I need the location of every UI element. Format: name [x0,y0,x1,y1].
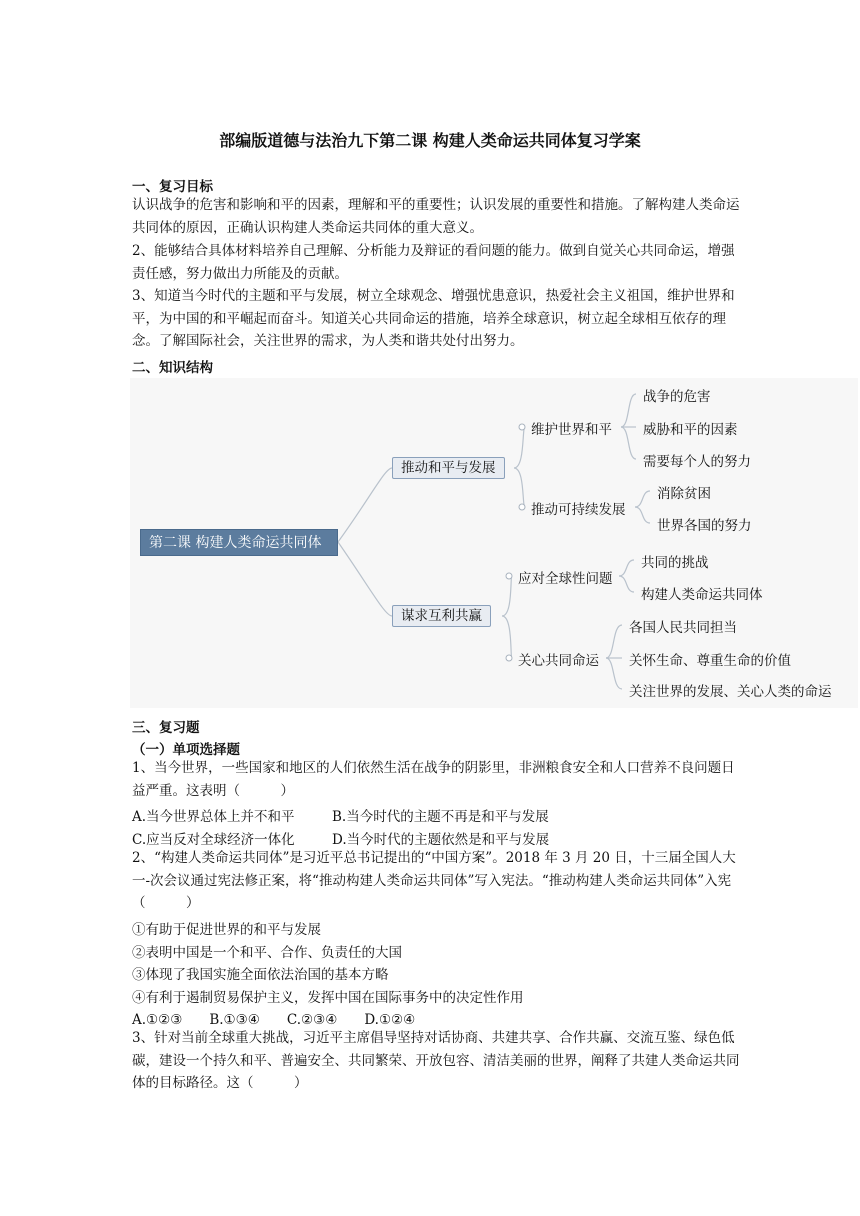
connector-b1-c2 [514,468,525,507]
section1-heading: 一、复习目标 [132,179,213,195]
connector-root-branch2 [338,542,392,616]
leaf-people-responsibility[interactable]: 各国人民共同担当 [629,620,737,636]
q2-item-1: ①有助于促进世界的和平与发展 [132,922,321,938]
leaf-everyone-effort[interactable]: 需要每个人的努力 [643,454,751,470]
q2-options: A.①②③ B.①③④ C.②③④ D.①②④ [132,1012,416,1028]
connector-b2-c2 [502,616,512,658]
question-1-stem: 1、当今世界，一些国家和地区的人们依然生活在战争的阴影里，非洲粮食安全和人口营养不良问题日益严重。这表明（ ） [132,760,735,799]
objective-paragraph-1: 认识战争的危害和影响和平的因素，理解和平的重要性；认识发展的重要性和措施。了解构建人类命运共同体的原因，正确认识构建人类命运共同体的重大意义。 [132,197,740,236]
leaf-common-challenge[interactable]: 共同的挑战 [641,555,709,571]
leaf-cherish-life[interactable]: 关怀生命、尊重生命的价值 [629,653,791,669]
connector-b2-c1 [502,576,512,616]
branch-peace-development[interactable]: 推动和平与发展 [392,457,505,479]
node-common-destiny[interactable]: 关心共同命运 [518,653,599,669]
q1-option-b: B.当今时代的主题不再是和平与发展 [332,809,549,825]
q1-option-a: A.当今世界总体上并不和平 [132,809,295,825]
collapse-handle-3 [506,573,512,579]
objective-paragraph-3: 3、知道当今时代的主题和平与发展，树立全球观念、增强忧患意识，热爱社会主义祖国，维护世界和平，为中国的和平崛起而奋斗。知道关心共同命运的措施，培养全球意识，树立起全球相互依存的理念。了解国际社会，关注世界的需求，为人类和谐共处付出努力。 [132,288,735,349]
section2-heading: 二、知识结构 [132,360,213,376]
leaf-threats-to-peace[interactable]: 威胁和平的因素 [643,422,738,438]
knowledge-mindmap [130,378,858,708]
question-2-stem: 2、“构建人类命运共同体”是习近平总书记提出的“中国方案”。2018 年 3 月 20 日，十三届全国人大一-次会议通过宪法修正案，将“推动构建人类命运共同体”写入宪法。“推动构建人类命运共同体”入宪（ ） [132,850,736,911]
q2-item-2: ②表明中国是一个和平、合作、负责任的大国 [132,945,402,961]
section3-heading: 三、复习题 [132,720,200,736]
leaf-eliminate-poverty[interactable]: 消除贫困 [657,486,711,502]
collapse-handle-4 [506,655,512,661]
node-maintain-peace[interactable]: 维护世界和平 [531,422,612,438]
node-sustainable-development[interactable]: 推动可持续发展 [531,502,626,518]
objective-paragraph-2: 2、能够结合具体材料培养自己理解、分析能力及辩证的看问题的能力。做到自觉关心共同命运，增强责任感，努力做出力所能及的贡献。 [132,243,735,282]
leaf-war-harm[interactable]: 战争的危害 [643,389,711,405]
node-global-issues[interactable]: 应对全球性问题 [518,571,613,587]
leaf-countries-effort[interactable]: 世界各国的努力 [657,518,752,534]
connector-b1-c1 [514,427,525,468]
connector-root-branch1 [338,468,392,542]
question-3-stem: 3、针对当前全球重大挑战，习近平主席倡导坚持对话协商、共建共享、合作共赢、交流互鉴、绿色低碳，建设一个持久和平、普遍安全、共同繁荣、开放包容、清洁美丽的世界，阐释了共建人类命运共同体的目标路径。这（ ） [132,1030,740,1091]
document-title: 部编版道德与法治九下第二课 构建人类命运共同体复习学案 [219,131,641,150]
q2-item-4: ④有利于遏制贸易保护主义，发挥中国在国际事务中的决定性作用 [132,990,524,1006]
branch-mutual-benefit[interactable]: 谋求互利共赢 [392,605,491,627]
collapse-handle-2 [519,504,525,510]
q1-option-d: D.当今时代的主题依然是和平与发展 [332,832,550,848]
q2-item-3: ③体现了我国实施全面依法治国的基本方略 [132,967,389,983]
leaf-care-humanity[interactable]: 关注世界的发展、关心人类的命运 [629,684,832,700]
collapse-handle-1 [519,424,525,430]
leaf-build-community[interactable]: 构建人类命运共同体 [641,587,763,603]
section3-subheading: （一）单项选择题 [132,742,240,758]
mindmap-root[interactable]: 第二课 构建人类命运共同体 [140,529,338,556]
q1-option-c: C.应当反对全球经济一体化 [132,832,295,848]
